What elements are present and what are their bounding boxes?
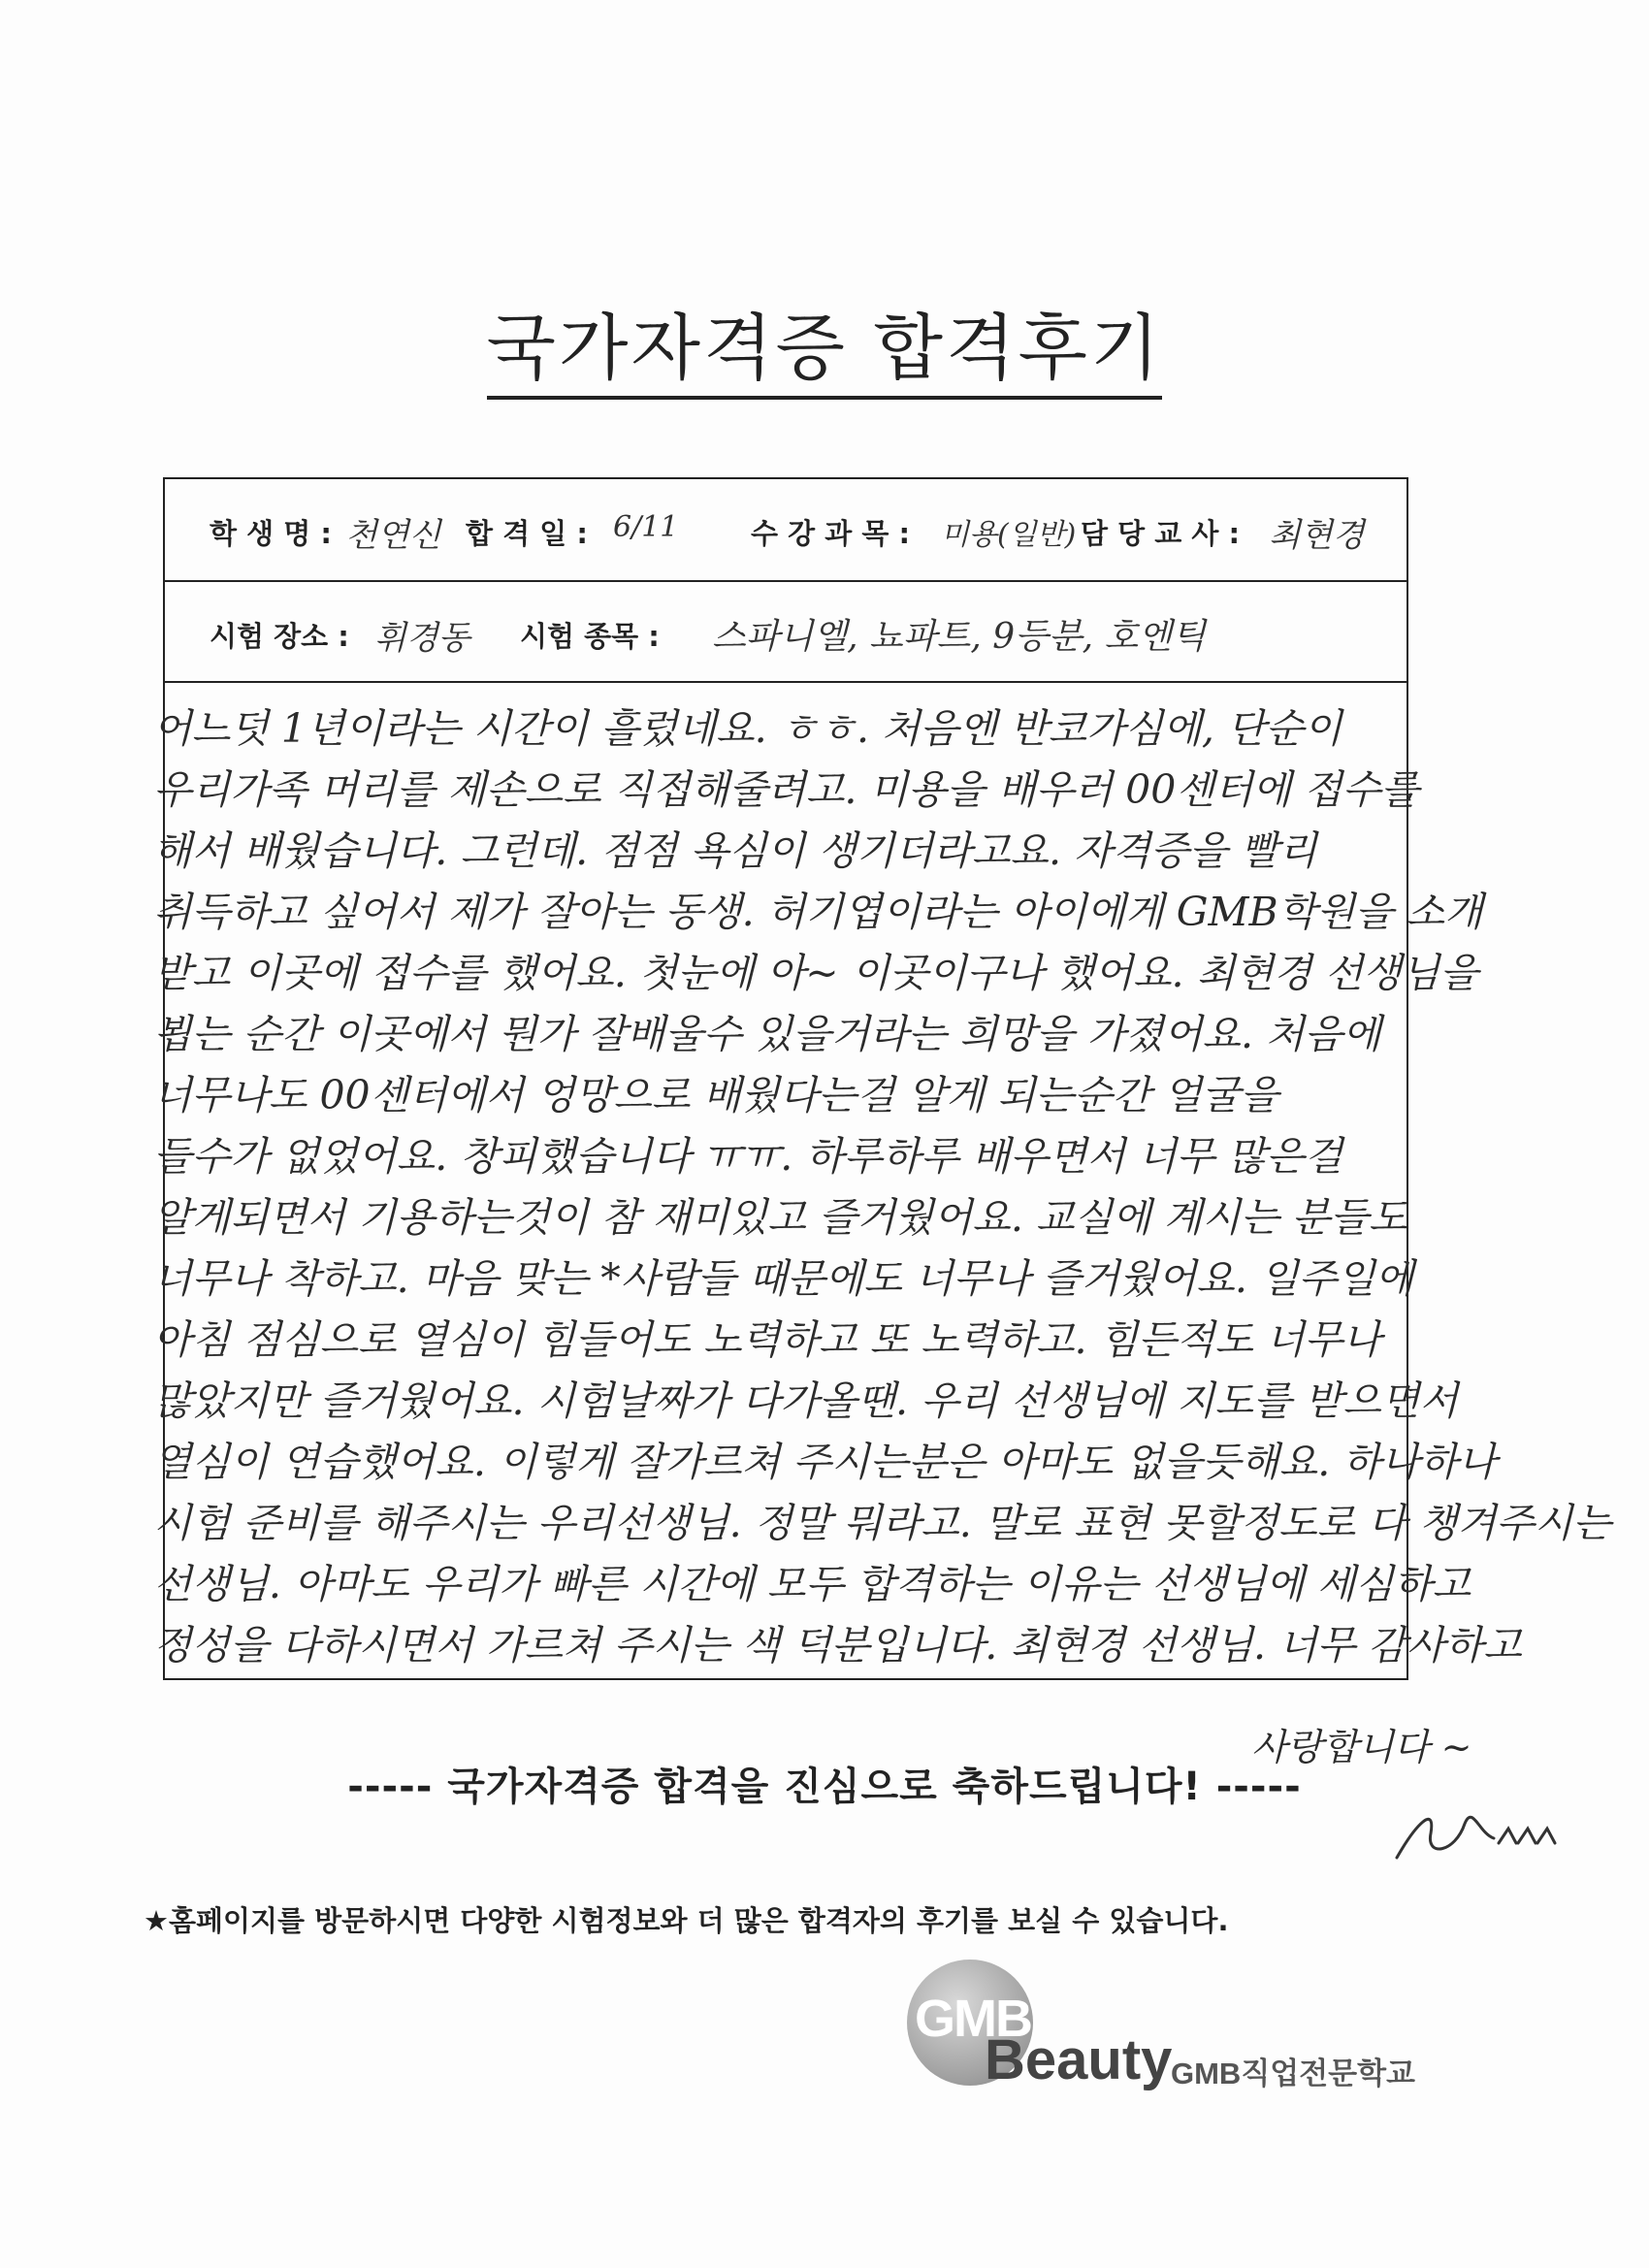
letter-line: 선생님. 아마도 우리가 빠른 시간에 모두 합격하는 이유는 선생님에 세심하고 [153, 1561, 1471, 1607]
letter-line: 취득하고 싶어서 제가 잘아는 동생. 허기엽이라는 아이에게 GMB학원을 소개 [153, 889, 1483, 935]
letter-line: 아침 점심으로 열심이 힘들어도 노력하고 또 노력하고. 힘든적도 너무나 [153, 1316, 1381, 1363]
letter-line: 들수가 없었어요. 창피했습니다 ㅠㅠ. 하루하루 배우면서 너무 많은걸 [153, 1133, 1343, 1180]
letter-line: 알게되면서 기용하는것이 참 재미있고 즐거웠어요. 교실에 계시는 분들도 [153, 1194, 1407, 1241]
letter-line: 어느덧 1년이라는 시간이 흘렀네요. ㅎㅎ. 처음엔 반코가심에, 단순이 [153, 705, 1342, 752]
course-label: 수 강 과 목 : [751, 517, 911, 550]
pass-date-label: 합 격 일 : [466, 517, 588, 550]
logo-brand-text: Beauty [985, 2028, 1173, 2091]
handwritten-letter [153, 698, 1611, 1676]
letter-line: 우리가족 머리를 제손으로 직접해줄려고. 미용을 배우러 00센터에 접수를 [153, 766, 1420, 813]
exam-place-value: 휘경동 [374, 619, 470, 658]
page-title [0, 291, 1649, 394]
logo-mark-text: GMB [915, 1990, 1031, 2048]
letter-line: 너무나 착하고. 마음 맞는 *사람들 때문에도 너무나 즐거웠어요. 일주일에 [153, 1255, 1414, 1302]
congratulations-banner: ----- 국가자격증 합격을 진심으로 축하드립니다! ----- [347, 1765, 1302, 1809]
teacher-label: 담 당 교 사 : [1081, 517, 1241, 550]
pass-date-value: 6/11 [613, 510, 679, 544]
letter-line: 받고 이곳에 접수를 했어요. 첫눈에 아~ 이곳이구나 했어요. 최현경 선생님을 [153, 950, 1478, 996]
course-value: 미용(일반) [941, 518, 1077, 552]
letter-line: 뵙는 순간 이곳에서 뭔가 잘배울수 있을거라는 희망을 가졌어요. 처음에 [153, 1011, 1381, 1057]
student-info-row [165, 479, 1406, 582]
homepage-notice: ★홈페이지를 방문하시면 다양한 시험정보와 더 많은 합격자의 후기를 보실 수 있습니다. [144, 1904, 1229, 1937]
exam-place-label: 시험 장소 : [210, 620, 349, 653]
exam-items-label: 시험 종목 : [520, 620, 660, 653]
teacher-value: 최현경 [1269, 516, 1365, 555]
exam-items-value: 스파니엘, 뇨파트, 9등분, 호엔틱 [712, 617, 1206, 657]
letter-line: 정성을 다하시면서 가르쳐 주시는 색 덕분입니다. 최현경 선생님. 너무 감사하고 [153, 1622, 1522, 1669]
letter-line: 많았지만 즐거웠어요. 시험날짜가 다가올땐. 우리 선생님에 지도를 받으면서 [153, 1377, 1459, 1424]
letter-line: 너무나도 00센터에서 엉망으로 배웠다는걸 알게 되는순간 얼굴을 [153, 1072, 1279, 1118]
signature-text: 사랑합니다 ~ [1251, 1726, 1472, 1768]
student-name-value: 천연신 [345, 516, 441, 555]
letter-line: 열심이 연습했어요. 이렇게 잘가르쳐 주시는분은 아마도 없을듯해요. 하나하나 [153, 1439, 1497, 1485]
page-title-text: 국가자격증 합격후기 [487, 307, 1163, 400]
logo-school-name: GMB직업전문학교 [1171, 2057, 1415, 2090]
letter-line: 해서 배웠습니다. 그런데. 점점 욕심이 생기더라고요. 자격증을 빨리 [153, 827, 1317, 874]
exam-info-row [165, 582, 1406, 683]
gmb-beauty-logo [907, 1960, 1450, 2095]
letter-line: 시험 준비를 해주시는 우리선생님. 정말 뭐라고. 말로 표현 못할정도로 다 챙겨주시는 [153, 1500, 1611, 1546]
student-name-label: 학 생 명 : [210, 517, 332, 550]
